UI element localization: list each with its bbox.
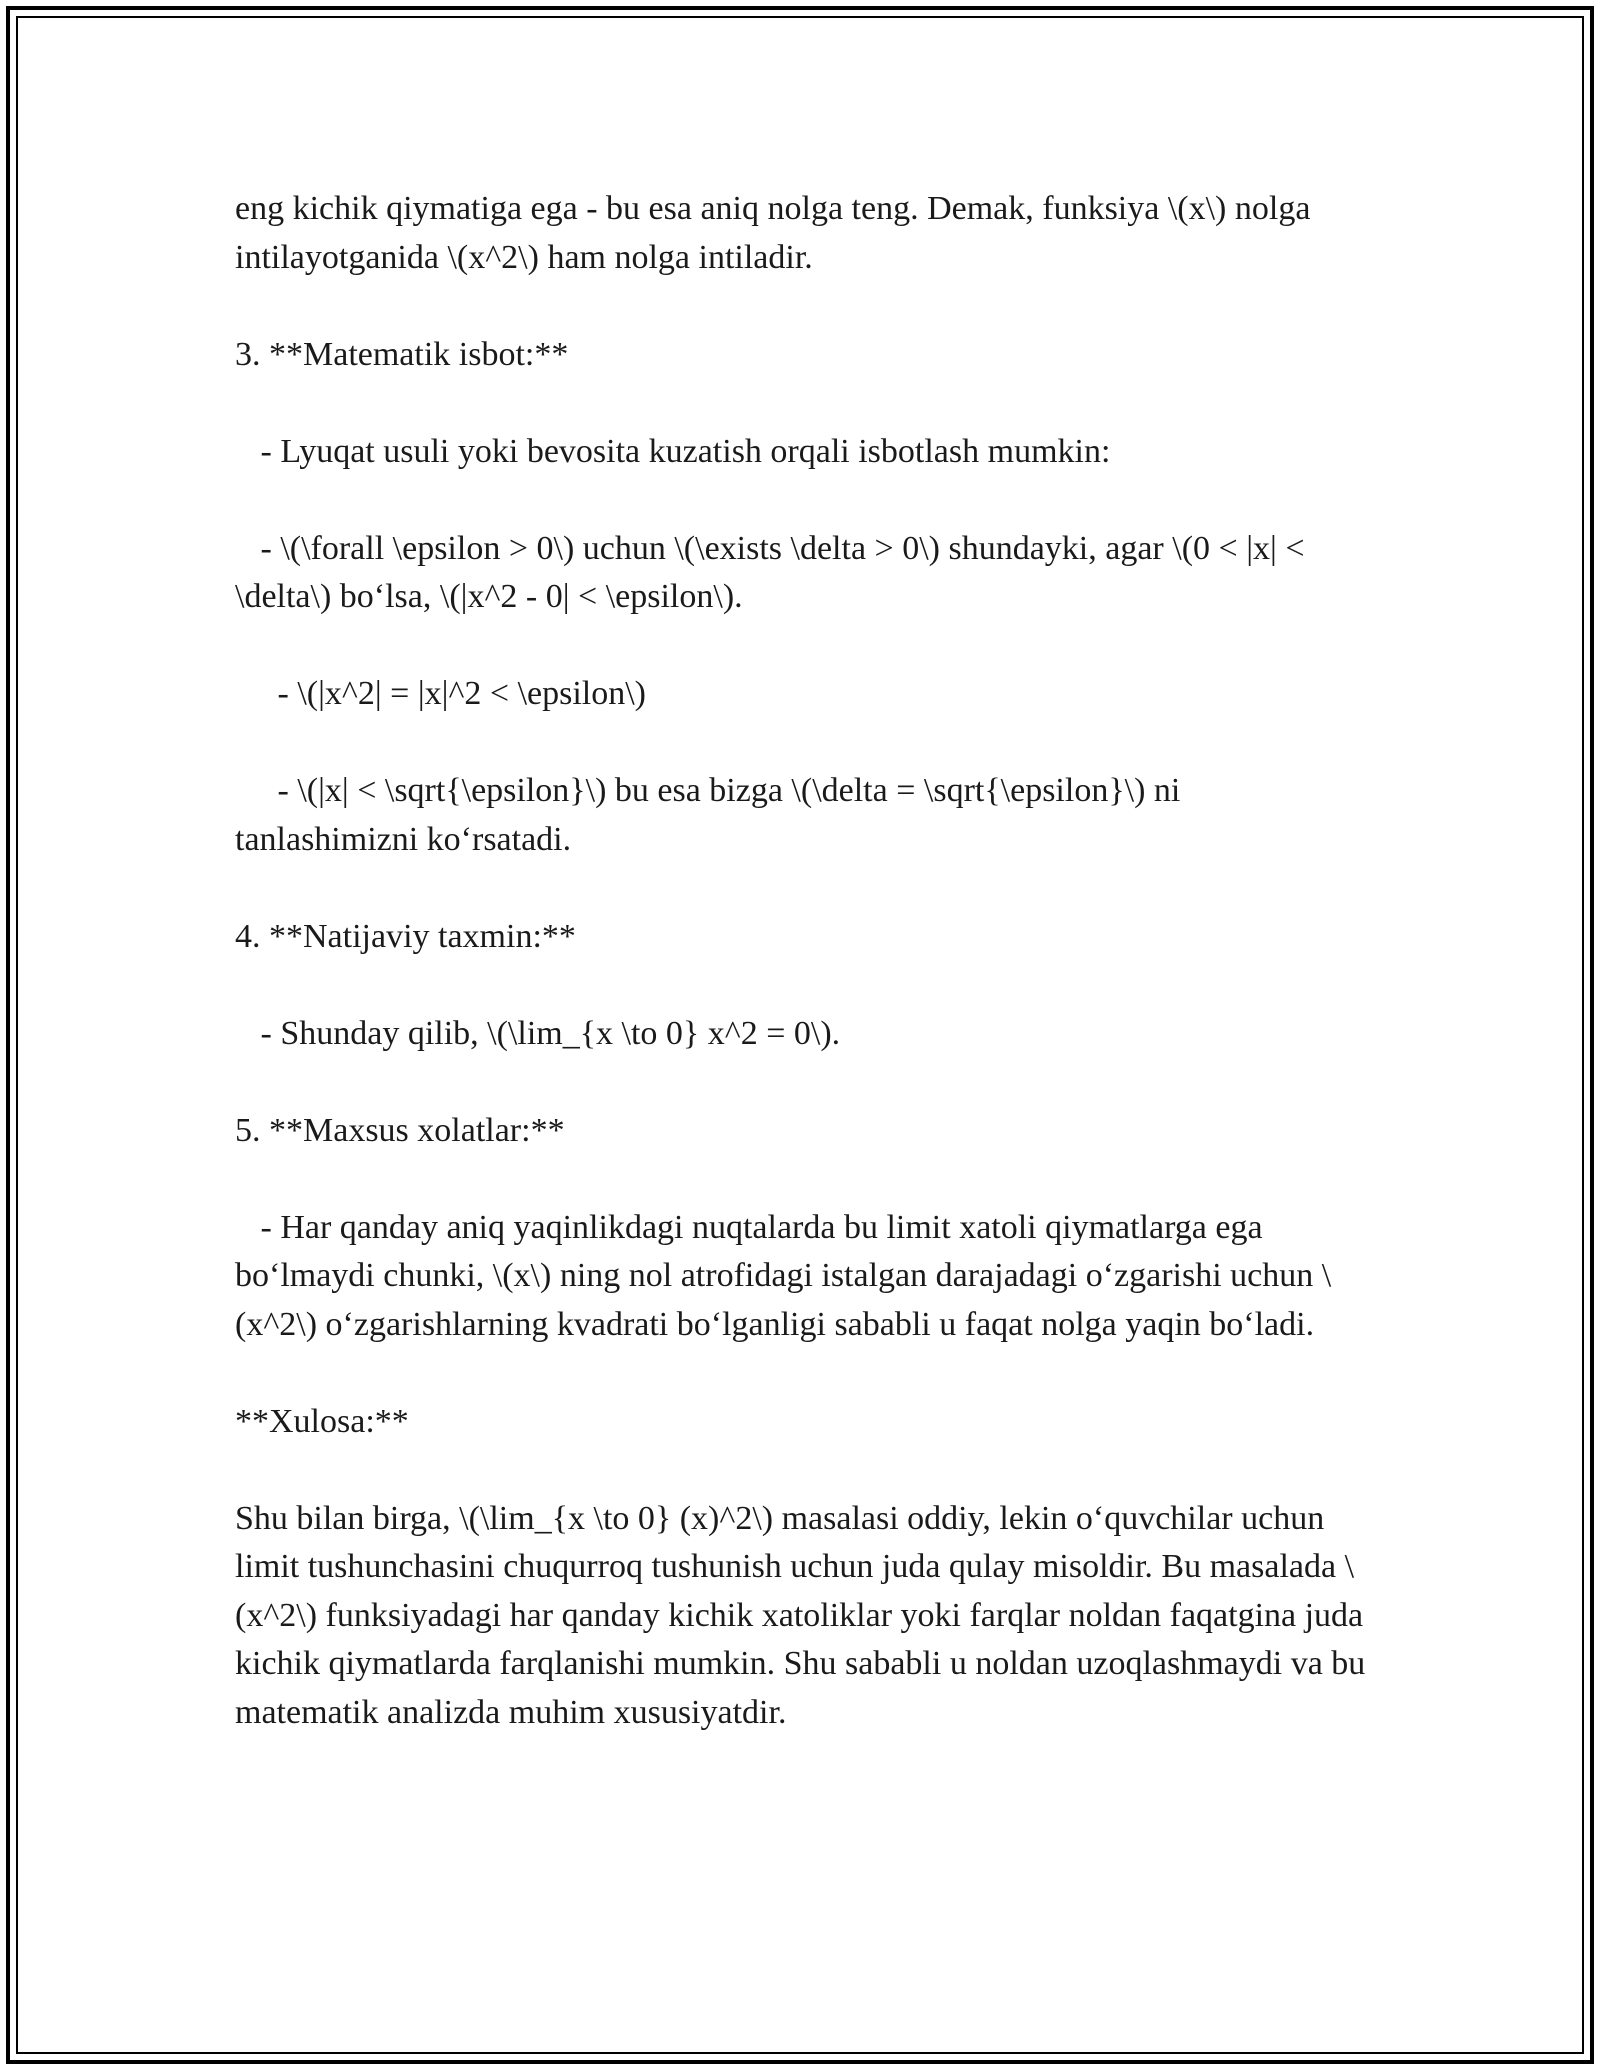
heading-natijaviy-taxmin: 4. **Natijaviy taxmin:** <box>235 917 576 955</box>
list-item-abs-square: - \(|x^2| = |x|^2 < \epsilon\) <box>235 675 647 712</box>
paragraph-conclusion: Shu bilan birga, \(\lim_{x \to 0} (x)^2\) masalasi oddiy, lekin o‘quvchilar uchun limit tushunchasini chuqurroq tushunish uchun juda qulay misoldir. Bu masalada \(x^2\) funksiyadagi har qanday kichik xatoliklar yoki farqlar noldan faqatgina juda kichik qiymatlarda farqlanishi mumkin. Shu sababli u noldan uzoqlashmaydi va bu matematik analizda muhim xususiyatdir. <box>235 1499 1374 1731</box>
heading-matematik-isbot: 3. **Matematik isbot:** <box>235 335 569 373</box>
list-item-epsilon-delta: - \(\forall \epsilon > 0\) uchun \(\exists \delta > 0\) shundayki, agar \(0 < |x| < \delta\) bo‘lsa, \(|x^2 - 0| < \epsilon\). <box>235 529 1313 615</box>
heading-maxsus-xolatlar: 5. **Maxsus xolatlar:** <box>235 1111 565 1149</box>
list-item-limit-result: - Shunday qilib, \(\lim_{x \to 0} x^2 = 0\). <box>235 1014 841 1052</box>
list-item-special-cases: - Har qanday aniq yaqinlikdagi nuqtalarda bu limit xatoli qiymatlarga ega bo‘lmaydi chunki, \(x\) ning nol atrofidagi istalgan darajadagi o‘zgarishi uchun \(x^2\) o‘zgarishlarning kvadrati bo‘lganligi sababli u faqat nolga yaqin bo‘ladi. <box>235 1208 1332 1343</box>
list-item-isbot-method: - Lyuqat usuli yoki bevosita kuzatish orqali isbotlash mumkin: <box>235 432 1111 470</box>
paragraph-continuation: eng kichik qiymatiga ega - bu esa aniq nolga teng. Demak, funksiya \(x\) nolga intilayotganida \(x^2\) ham nolga intiladir. <box>235 190 1319 276</box>
heading-xulosa: **Xulosa:** <box>235 1402 409 1440</box>
document-body <box>235 185 1374 1737</box>
list-item-delta-choice: - \(|x| < \sqrt{\epsilon}\) bu esa bizga \(\delta = \sqrt{\epsilon}\) ni tanlashimizni ko‘rsatadi. <box>235 772 1189 858</box>
